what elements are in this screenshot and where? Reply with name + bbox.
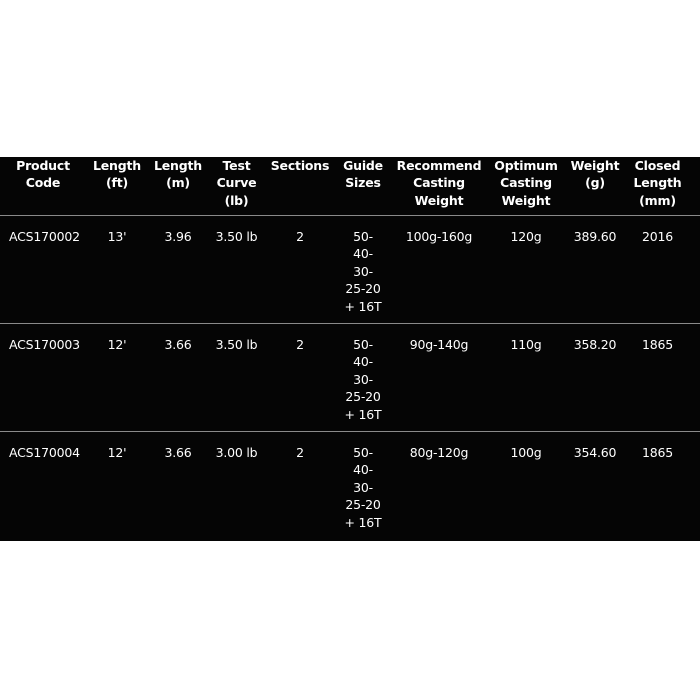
cell-test-curve: 3.50 lb bbox=[208, 216, 265, 324]
cell-product-code: ACS170002 bbox=[0, 216, 86, 324]
cell-recommend-casting-weight: 100g-160g bbox=[391, 216, 487, 324]
cell-weight: 354.60 bbox=[573, 445, 617, 460]
header-row bbox=[0, 157, 700, 216]
cell-guide-sizes-wrap bbox=[335, 432, 391, 540]
cell-closed-length: 2016 bbox=[625, 216, 690, 324]
header-sections: Sections bbox=[265, 157, 335, 216]
cell-recommend-casting-weight: 80g-120g bbox=[409, 445, 469, 460]
header-cut-off bbox=[690, 157, 700, 216]
cell-recommend-casting-weight: 90g-140g bbox=[391, 324, 487, 432]
spec-table-panel bbox=[0, 157, 700, 541]
cell-length-m: 3.96 bbox=[148, 216, 208, 324]
cell-product-code: ACS170003 bbox=[0, 324, 86, 432]
cell-length-ft: 13' bbox=[86, 216, 148, 324]
header-closed-length: Closed Length (mm) bbox=[625, 157, 690, 216]
cell-closed-length: 1865 bbox=[625, 324, 690, 432]
cell-closed-length: 1865 bbox=[641, 445, 673, 460]
cell-product-code: ACS170004 bbox=[9, 445, 80, 460]
cell-length-ft: 12' bbox=[107, 445, 127, 460]
cell-guide-sizes: 50-40-30-25-20 + 16T bbox=[344, 445, 382, 530]
cell-guide-sizes: 50-40-30-25-20 + 16T bbox=[344, 337, 382, 422]
cell-test-curve: 3.00 lb bbox=[215, 445, 258, 460]
cell-length-m: 3.66 bbox=[148, 324, 208, 432]
header-test-curve: Test Curve (lb) bbox=[208, 157, 265, 216]
cell-cut-off bbox=[690, 432, 700, 540]
cell-length-m: 3.66 bbox=[164, 445, 192, 460]
header-optimum-casting-weight: Optimum Casting Weight bbox=[487, 157, 565, 216]
table-row bbox=[0, 324, 700, 432]
spec-table bbox=[0, 157, 700, 539]
cell-optimum-casting-weight: 120g bbox=[487, 216, 565, 324]
header-length-m: Length (m) bbox=[148, 157, 208, 216]
table-row bbox=[0, 216, 700, 324]
cell-length-ft: 12' bbox=[86, 324, 148, 432]
cell-weight: 358.20 bbox=[565, 324, 625, 432]
cell-optimum-casting-weight: 110g bbox=[487, 324, 565, 432]
header-guide-sizes: Guide Sizes bbox=[335, 157, 391, 216]
cell-sections: 2 bbox=[296, 445, 304, 460]
cell-guide-sizes-wrap bbox=[335, 324, 391, 432]
cell-test-curve: 3.50 lb bbox=[208, 324, 265, 432]
table-row bbox=[0, 432, 700, 540]
cell-cut-off bbox=[690, 324, 700, 432]
header-weight: Weight (g) bbox=[565, 157, 625, 216]
cell-sections: 2 bbox=[265, 324, 335, 432]
cell-weight: 389.60 bbox=[565, 216, 625, 324]
cell-guide-sizes-wrap bbox=[335, 216, 391, 324]
header-length-ft: Length (ft) bbox=[86, 157, 148, 216]
cell-guide-sizes: 50-40-30-25-20 + 16T bbox=[344, 229, 382, 314]
cell-sections: 2 bbox=[265, 216, 335, 324]
cell-optimum-casting-weight: 100g bbox=[510, 445, 542, 460]
cell-cut-off bbox=[690, 216, 700, 324]
header-product-code: Product Code bbox=[0, 157, 86, 216]
header-recommend-casting-weight: Recommend Casting Weight bbox=[391, 157, 487, 216]
